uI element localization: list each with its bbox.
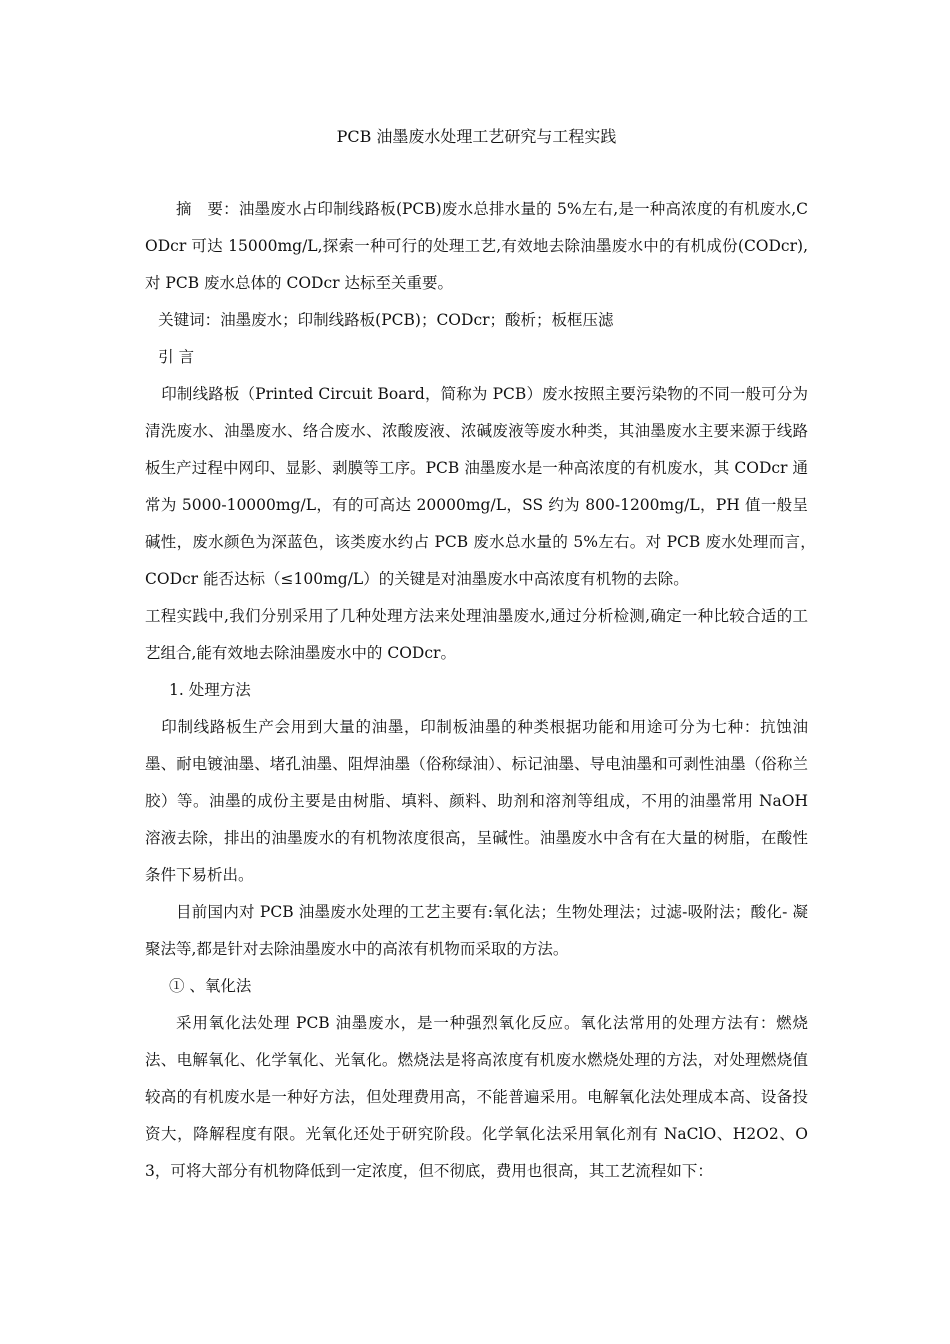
intro-paragraph-1: 印制线路板（Printed Circuit Board，简称为 PCB）废水按照主要污染物的不同一般可分为清洗废水、油墨废水、络合废水、浓酸废液、浓碱废液等废水种类，其油墨废水主要来源于线路板生产过程中网印、显影、剥膜等工序。PCB 油墨废水是一种高浓度的有机废水，其 CODcr 通常为 5000-10000mg/L，有的可高达 20000mg/L，SS 约为 800-1200mg/L，PH 值一般呈碱性，废水颜色为深蓝色，该类废水约占 PCB 废水总水量的 5%左右。对 PCB 废水处理而言， CODcr 能否达标（≤100mg/L）的关键是对油墨废水中高浓度有机物的去除。 (145, 385, 824, 588)
title-spacer (145, 156, 808, 191)
subsection-1-heading: ① 、氧化法 (169, 977, 252, 995)
section-1-heading: 1. 处理方法 (169, 681, 251, 699)
section-1-paragraph-1: 印制线路板生产会用到大量的油墨，印制板油墨的种类根据功能和用途可分为七种：抗蚀油墨、耐电镀油墨、堵孔油墨、阻焊油墨（俗称绿油）、标记油墨、导电油墨和可剥性油墨（俗称兰胶）等。油墨的成份主要是由树脂、填料、颜料、助剂和溶剂等组成，不用的油墨常用 NaOH 溶液去除，排出的油墨废水的有机物浓度很高，呈碱性。油墨废水中含有在大量的树脂，在酸性条件下易析出。 (145, 718, 808, 884)
document-body (145, 118, 824, 1190)
section-1-paragraph-2: 目前国内对 PCB 油墨废水处理的工艺主要有:氧化法；生物处理法；过滤-吸附法；酸化- 凝聚法等,都是针对去除油墨废水中的高浓有机物而采取的方法。 (145, 903, 808, 958)
subsection-1-paragraph-1: 采用氧化法处理 PCB 油墨废水，是一种强烈氧化反应。氧化法常用的处理方法有：燃烧法、电解氧化、化学氧化、光氧化。燃烧法是将高浓度有机废水燃烧处理的方法，对处理燃烧值较高的有机废水是一种好方法，但处理费用高，不能普遍采用。电解氧化法处理成本高、设备投资大，降解程度有限。光氧化还处于研究阶段。化学氧化法采用氧化剂有 NaClO、H2O2、O3，可将大部分有机物降低到一定浓度，但不彻底，费用也很高，其工艺流程如下： (145, 1014, 808, 1180)
intro-paragraph-2: 工程实践中,我们分别采用了几种处理方法来处理油墨废水,通过分析检测,确定一种比较合适的工艺组合,能有效地去除油墨废水中的 CODcr。 (145, 607, 808, 662)
intro-heading: 引 言 (158, 348, 195, 366)
keywords-line: 关键词：油墨废水；印制线路板(PCB)；CODcr；酸析；板框压滤 (158, 311, 614, 329)
abstract-paragraph: 摘 要：油墨废水占印制线路板(PCB)废水总排水量的 5%左右,是一种高浓度的有机废水,CODcr 可达 15000mg/L,探索一种可行的处理工艺,有效地去除油墨废水中的有机成份(CODcr),对 PCB 废水总体的 CODcr 达标至关重要。 (145, 200, 808, 292)
document-title: PCB 油墨废水处理工艺研究与工程实践 (336, 127, 617, 146)
